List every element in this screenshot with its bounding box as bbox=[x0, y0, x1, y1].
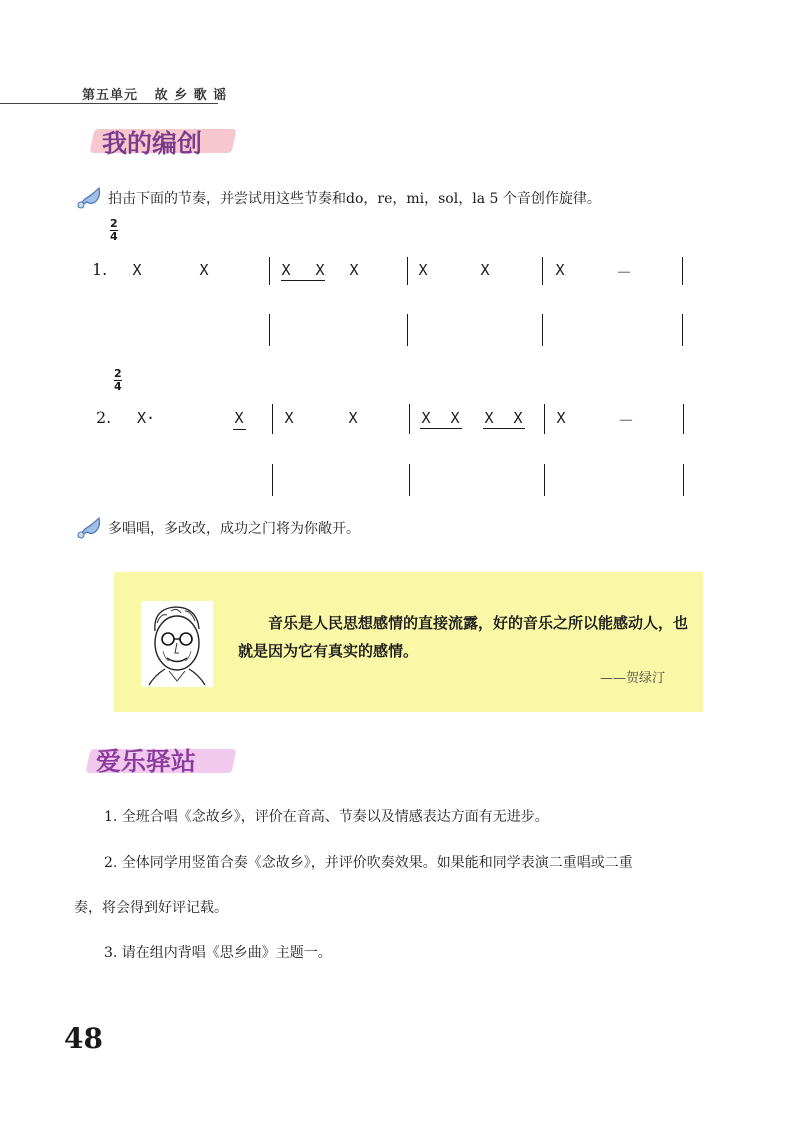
encourage-text: 多唱唱，多改改，成功之门将为你敞开。 bbox=[108, 521, 360, 537]
horn-icon bbox=[76, 185, 102, 215]
quote-text: 音乐是人民思想感情的直接流露，好的音乐之所以能感动人，也就是因为它有真实的感情。 bbox=[238, 614, 689, 660]
barline bbox=[269, 314, 270, 346]
section-title-station-text: 爱乐驿站 bbox=[96, 747, 197, 776]
section-title-create-text: 我的编创 bbox=[102, 129, 203, 158]
eighth-beam bbox=[420, 428, 462, 429]
barline bbox=[683, 404, 684, 434]
page-number: 48 bbox=[64, 1022, 103, 1055]
time-sig-bottom: 4 bbox=[110, 230, 118, 243]
rhythm-note: X bbox=[484, 409, 494, 427]
barline bbox=[682, 314, 683, 346]
quote-author: ——贺绿汀 bbox=[600, 671, 666, 686]
rhythm-label: 1. bbox=[92, 260, 108, 279]
barline bbox=[272, 464, 273, 496]
header-rule bbox=[0, 103, 218, 104]
rhythm-note: X bbox=[199, 261, 209, 279]
instruction-text: 拍击下面的节奏，并尝试用这些节奏和do，re，mi，sol，la 5 个音创作旋律。 bbox=[108, 191, 601, 207]
time-sig-top: 2 bbox=[110, 217, 118, 230]
activity-item: 奏，将会得到好评记载。 bbox=[74, 900, 228, 916]
header-unit: 第五单元 bbox=[82, 88, 139, 103]
portrait-sketch bbox=[141, 601, 213, 687]
rhythm-dash: － bbox=[617, 411, 635, 430]
rhythm-note: X bbox=[418, 261, 428, 279]
rhythm-note: X bbox=[315, 261, 325, 279]
horn-icon bbox=[76, 515, 102, 545]
rhythm-note: X bbox=[349, 261, 359, 279]
time-sig-top: 2 bbox=[114, 367, 122, 380]
rhythm-note: X bbox=[421, 409, 431, 427]
rhythm-note: X bbox=[480, 261, 490, 279]
time-signature bbox=[114, 369, 122, 392]
barline bbox=[269, 257, 270, 285]
barline bbox=[542, 257, 543, 285]
activity-item: 1. 全班合唱《念故乡》，评价在音高、节奏以及情感表达方面有无进步。 bbox=[104, 809, 549, 825]
running-header bbox=[82, 84, 227, 103]
time-sig-bottom: 4 bbox=[114, 380, 122, 393]
eighth-beam bbox=[233, 429, 246, 430]
barline bbox=[683, 464, 684, 496]
rhythm-note: X bbox=[513, 409, 523, 427]
rhythm-note: X bbox=[555, 261, 565, 279]
rhythm-note: X bbox=[556, 409, 566, 427]
section-title-station bbox=[96, 742, 196, 778]
barline bbox=[407, 257, 408, 285]
time-signature bbox=[110, 219, 118, 242]
rhythm-note: X bbox=[132, 261, 142, 279]
rhythm-label: 2. bbox=[96, 408, 112, 427]
barline bbox=[542, 314, 543, 346]
activity-item: 3. 请在组内背唱《思乡曲》主题一。 bbox=[104, 945, 332, 961]
rhythm-note: X bbox=[348, 409, 358, 427]
barline bbox=[544, 404, 545, 434]
eighth-beam bbox=[281, 280, 325, 281]
section-title-create bbox=[102, 124, 202, 160]
barline bbox=[409, 404, 410, 434]
barline bbox=[682, 257, 683, 285]
header-topic: 故 乡 歌 谣 bbox=[154, 88, 228, 103]
barline bbox=[407, 314, 408, 346]
barline bbox=[272, 404, 273, 434]
activity-item: 2. 全体同学用竖笛合奏《念故乡》，并评价吹奏效果。如果能和同学表演二重唱或二重 bbox=[104, 855, 633, 871]
rhythm-note: X bbox=[234, 409, 244, 427]
rhythm-note: X bbox=[281, 261, 291, 279]
eighth-beam bbox=[483, 428, 525, 429]
rhythm-dash: － bbox=[615, 263, 633, 282]
rhythm-note: X· bbox=[136, 409, 156, 427]
barline bbox=[544, 464, 545, 496]
barline bbox=[409, 464, 410, 496]
rhythm-note: X bbox=[450, 409, 460, 427]
rhythm-note: X bbox=[284, 409, 294, 427]
